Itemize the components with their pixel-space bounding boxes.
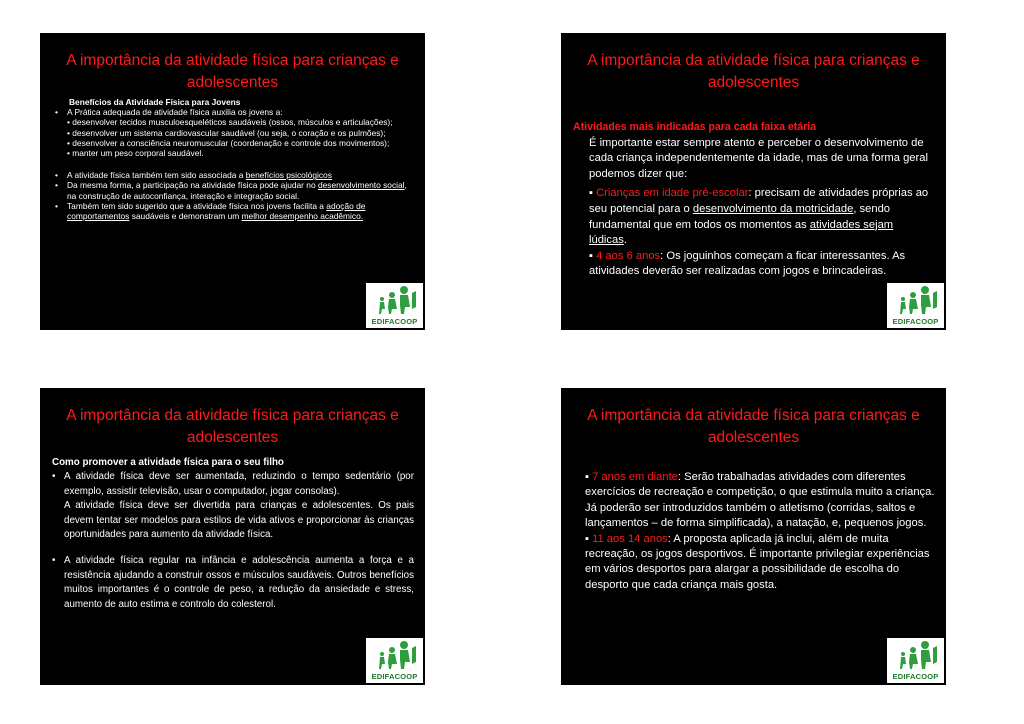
logo-text: EDIFACOOP (892, 672, 939, 681)
bullet-text: , na construção de autoconfiança, interação e integração social. (67, 180, 407, 201)
slide-1 (40, 33, 425, 330)
paragraph: ▪ 11 aos 14 anos: A proposta aplicada já inclui, além de muita recreação, os jogos desportivos. É importante privilegiar experiências em vários desportos para alargar a possibilidade de escolha do desporto que cada criança mais gosta. (585, 532, 930, 591)
logo-text: EDIFACOOP (371, 317, 418, 326)
bullet-text: Também tem sido sugerido que a atividade física nos jovens facilita a (67, 200, 327, 211)
sub-item: • desenvolver tecidos musculoesqueléticos saudáveis (ossos, músculos e articulações); (67, 117, 393, 128)
sub-item: • manter um peso corporal saudável. (67, 148, 204, 159)
paragraph: A atividade física deve ser divertida para crianças e adolescentes. Os pais devem tentar ser modelos para estilos de vida ativos e proporcionar às crianças oportunidades para aumento da atividade física. (64, 500, 414, 541)
section-heading: Como promover a atividade física para o seu filho (52, 457, 284, 468)
bullet-item: • A Prática adequada de atividade física auxilia os jovens a: • desenvolver tecidos musculoesqueléticos saudáveis (ossos, músculos e articulações); • desenvolver um sistema cardiovascular saudável (ou seja, o coração e os pulmões); • desenvolver a consciência neuromuscular (coordenação e controle dos movimentos); • manter um peso corporal saudável. (55, 107, 407, 158)
edifacoop-logo (887, 283, 944, 328)
slide-2 (561, 33, 946, 330)
paragraph: ▪ Crianças em idade pré-escolar: precisam de atividades próprias ao seu potencial para o desenvolvimento da motricidade, sendo fundamental que em todos os momentos as atividades sejam lúdicas. (589, 187, 929, 247)
paragraph-text: , sendo fundamental que em todos os momentos as (589, 202, 891, 231)
section-heading: Atividades mais indicadas para cada faixa etária (573, 121, 817, 133)
edifacoop-logo (366, 638, 423, 683)
paragraph-text: . (623, 234, 627, 247)
paragraph: ▪ 4 aos 6 anos: Os joguinhos começam a ficar interessantes. As atividades deverão ser realizadas com jogos e brincadeiras. (589, 249, 906, 278)
slide-4 (561, 388, 946, 685)
intro-text (573, 136, 933, 183)
slide-body (52, 456, 414, 612)
sub-item: • desenvolver a consciência neuromuscular (coordenação e controle dos movimentos); (67, 137, 390, 148)
slide-title: A importância da atividade física para crianças e adolescentes (66, 52, 399, 91)
bullet-text: A atividade física deve ser aumentada, reduzindo o tempo sedentário (por exemplo, assistir televisão, usar o computador, jogar consolas). (64, 471, 414, 497)
children-logo-icon (891, 640, 939, 670)
intro-span: É importante estar sempre atento e perceber o desenvolvimento de cada criança independentemente da idade, mas de uma forma geral podemos dizer que: (589, 136, 928, 180)
bullet-text: A atividade física também tem sido associada a (67, 170, 246, 181)
paragraph: ▪ 7 anos em diante: Serão trabalhadas atividades com diferentes exercícios de recreação e competição, o que estimula muito a criança. Já poderão ser introduzidos também o atletismo (corridas, saltos e lançamentos – de forma simplificada), a natação, e, pequenos jogos. (585, 471, 935, 530)
slide-body (585, 470, 940, 593)
logo-text: EDIFACOOP (371, 672, 418, 681)
underlined-term: adoção de comportamentos (67, 200, 366, 222)
underlined-term: benefícios psicológicos (245, 170, 332, 181)
age-group: 7 anos em diante (592, 471, 678, 483)
paragraph-text: : Serão trabalhadas atividades com diferentes exercícios de recreação e competição, o que estimula muito a criança. Já poderão ser introduzidos também o atletismo (corridas, saltos e lançamentos – de forma simplificada), a natação, e, pequenos jogos. (585, 471, 935, 530)
paragraph-text: : A proposta aplicada já inclui, além de muita recreação, os jogos desportivos. É importante privilegiar experiências em vários desportos para alargar a possibilidade de escolha do desporto que cada criança mais gosta. (585, 532, 930, 591)
underlined-term: melhor desempenho acadêmico. (241, 211, 364, 222)
underlined-term: atividades sejam lúdicas (589, 218, 894, 247)
paragraph-text: : Os joguinhos começam a ficar interessantes. As atividades deverão ser realizadas com jogos e brincadeiras. (589, 249, 906, 278)
bullet-item: • A atividade física deve ser aumentada, reduzindo o tempo sedentário (por exemplo, assistir televisão, usar o computador, jogar consolas). (52, 471, 414, 497)
edifacoop-logo (887, 638, 944, 683)
section-heading: Benefícios da Atividade Física para Jovens (69, 97, 241, 107)
logo-text: EDIFACOOP (892, 317, 939, 326)
sub-item: • desenvolver um sistema cardiovascular saudável (ou seja, o coração e os pulmões); (67, 127, 386, 138)
bullet-text: saudáveis e demonstram um (129, 211, 242, 222)
age-group: 4 aos 6 anos (596, 249, 661, 262)
children-logo-icon (370, 640, 418, 670)
edifacoop-logo (366, 283, 423, 328)
children-logo-icon (370, 285, 418, 315)
bullet-item: • A atividade física regular na infância e adolescência aumenta a força e a resistência ajudando a construir ossos e músculos saudáveis. Outros benefícios muitos importantes é o controle de peso, a redução da ansiedade e stress, aumento de auto estima e controlo do colesterol. (52, 555, 414, 610)
children-logo-icon (891, 285, 939, 315)
bullet-text: A Prática adequada de atividade física auxilia os jovens a: (67, 107, 283, 118)
slide-3 (40, 388, 425, 685)
age-group: Crianças em idade pré-escolar (596, 187, 749, 200)
bullet-item: • Também tem sido sugerido que a atividade física nos jovens facilita a adoção de comportamentos saudáveis e demonstram um melhor desempenho acadêmico. (55, 200, 366, 222)
bullet-item: • A atividade física também tem sido associada a benefícios psicológicos (55, 170, 332, 181)
bullet-item: • Da mesma forma, a participação na atividade física pode ajudar no desenvolvimento social, na construção de autoconfiança, interação e integração social. (55, 180, 407, 201)
age-group: 11 aos 14 anos (592, 532, 668, 545)
slide-title: A importância da atividade física para crianças e adolescentes (587, 52, 920, 91)
underlined-term: desenvolvimento social (317, 180, 405, 191)
slide-body (573, 120, 933, 280)
underlined-term: desenvolvimento da motricidade (692, 202, 854, 215)
slide-title: A importância da atividade física para crianças e adolescentes (66, 407, 399, 446)
bullet-text: Da mesma forma, a participação na atividade física pode ajudar no (67, 180, 318, 191)
bullet-text: A atividade física regular na infância e adolescência aumenta a força e a resistência ajudando a construir ossos e músculos saudáveis. Outros benefícios muitos importantes é o controle de peso, a redução da ansiedade e stress, aumento de auto estima e controlo do colesterol. (64, 555, 414, 610)
slide-body (55, 97, 407, 221)
paragraph-text: : precisam de atividades próprias ao seu potencial para o (589, 187, 929, 215)
slide-title: A importância da atividade física para crianças e adolescentes (587, 407, 920, 446)
